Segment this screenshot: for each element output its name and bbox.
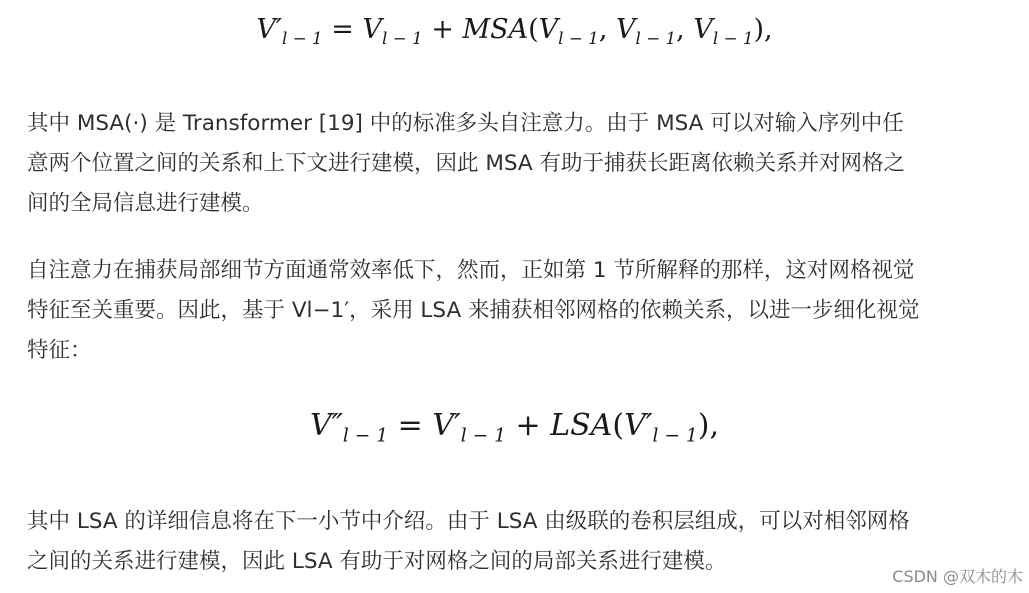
paragraph-line: 特征： — [27, 338, 92, 363]
paragraph-line: 其中 LSA 的详细信息将在下一小节中介绍。由于 LSA 由级联的卷积层组成，可以对相邻网格 — [27, 509, 910, 534]
eq1-lhs-prime: ′ — [275, 14, 282, 45]
eq2-arg-prime: ′ — [645, 408, 653, 443]
eq2-term: V — [432, 408, 454, 443]
eq1-equals: = — [322, 14, 363, 45]
eq1-term: V — [362, 14, 382, 45]
eq1-close-paren: ), — [753, 14, 773, 45]
paragraph-msa-description — [27, 104, 1017, 224]
equation-lsa — [0, 408, 1029, 447]
watermark: CSDN @双木的木 — [892, 567, 1023, 586]
eq2-arg-sub: l − 1 — [652, 425, 698, 447]
eq2-equals: = — [388, 408, 433, 443]
eq1-lhs: V — [256, 14, 276, 45]
paragraph-lsa-description — [27, 502, 1017, 582]
eq1-comma2: , — [676, 14, 694, 45]
paragraph-line: 其中 MSA(·) 是 Transformer [19] 中的标准多头自注意力。由于 MSA 可以对输入序列中任 — [27, 111, 904, 136]
eq2-lhs-sub: l − 1 — [342, 425, 389, 447]
eq1-arg3: V — [693, 14, 713, 45]
eq1-open-paren: ( — [528, 14, 539, 45]
eq2-arg: V — [624, 408, 646, 443]
eq1-arg1-sub: l − 1 — [558, 27, 599, 48]
paragraph-line: 特征至关重要。因此，基于 Vl−1′，采用 LSA 来捕获相邻网格的依赖关系，以进一步细化视觉 — [27, 298, 920, 323]
paragraph-line: 之间的关系进行建模，因此 LSA 有助于对网格之间的局部关系进行建模。 — [27, 549, 727, 574]
eq1-arg2: V — [615, 14, 636, 45]
eq2-term-sub: l − 1 — [460, 425, 506, 447]
eq1-plus: + — [422, 14, 463, 45]
equation-msa — [0, 14, 1029, 48]
paragraph-line: 意两个位置之间的关系和上下文进行建模，因此 MSA 有助于捕获长距离依赖关系并对网格之 — [27, 151, 905, 176]
eq1-arg3-sub: l − 1 — [712, 27, 754, 48]
eq2-open-paren: ( — [612, 408, 625, 443]
paragraph-self-attention — [27, 251, 1017, 371]
eq2-close-paren: ), — [697, 408, 719, 443]
eq1-comma1: , — [598, 14, 616, 45]
eq2-lhs-prime: ″ — [331, 408, 343, 443]
eq1-arg1: V — [538, 14, 559, 45]
eq2-function: LSA — [550, 408, 613, 443]
paragraph-line: 自注意力在捕获局部细节方面通常效率低下，然而，正如第 1 节所解释的那样，这对网格视觉 — [27, 258, 915, 283]
eq1-function: MSA — [462, 14, 529, 45]
eq1-arg2-sub: l − 1 — [635, 27, 677, 48]
eq1-lhs-sub: l − 1 — [282, 27, 323, 48]
eq2-lhs: V — [310, 408, 332, 443]
paragraph-line: 间的全局信息进行建模。 — [27, 191, 264, 216]
eq1-term-sub: l − 1 — [381, 27, 423, 48]
eq2-plus: + — [505, 408, 551, 443]
eq2-term-prime: ′ — [453, 408, 461, 443]
